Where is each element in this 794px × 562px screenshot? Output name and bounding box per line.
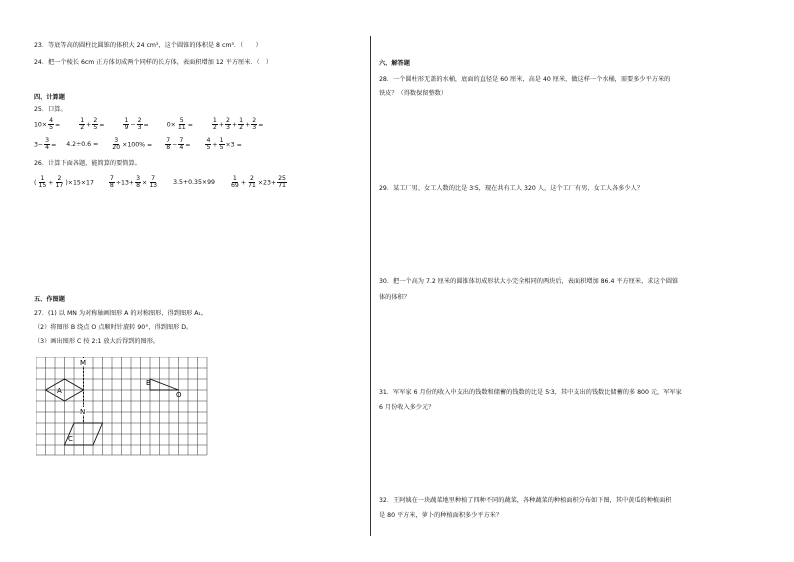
question-27-3: （3）画出图形 C 按 2:1 放大后得到的图形。: [34, 338, 160, 345]
oral-1-1: 10× $\frac{4}{5}$ =: [34, 117, 61, 132]
question-27-1: 27．(1) 以 MN 为对称轴画图形 A 的对称图形，得到图形 A₁。: [34, 310, 208, 317]
question-30-line-1: 30．把一个高为 7.2 厘米的圆锥体切成形状大小完全相同的两块后，表面积增加 86.4 平方厘米，求这个圆锥: [379, 278, 679, 285]
label-c: C: [68, 435, 73, 443]
column-divider: [370, 36, 371, 536]
question-26: 26．计算下面各题，能简算的要简算。: [34, 160, 141, 167]
oral-2-2: 4.2÷0.6 =: [66, 141, 99, 149]
shape-b: [150, 379, 179, 390]
label-b: B: [146, 379, 151, 387]
oral-1-2: $\frac{1}{2}$ + $\frac{2}{5}$ =: [80, 117, 105, 132]
calc-1: ( $\frac{1}{15}$ + $\frac{2}{17}$ )×15×17: [34, 175, 94, 190]
question-28-line-1: 28．一个圆柱形无盖的水桶，底面的直径是 60 厘米，高是 40 厘米，做这样一个水桶，需要多少平方米的: [379, 76, 671, 83]
calc-row: [34, 176, 288, 189]
oral-2-5: $\frac{4}{5}$ + $\frac{1}{5}$ ×3 =: [206, 137, 242, 152]
oral-row-2: [34, 138, 242, 151]
label-n: N: [80, 408, 86, 416]
oral-1-5: $\frac{1}{2}$ + $\frac{2}{3}$ + $\frac{1}{2}$ + $\frac{2}{3}$ =: [212, 117, 264, 132]
oral-1-4: 0× $\frac{5}{11}$ =: [166, 117, 193, 132]
question-28-line-2: 铁皮？（得数保留整数）: [379, 90, 448, 97]
label-o: O: [176, 391, 182, 399]
section-4-heading: 四、计算题: [34, 94, 65, 101]
question-30-line-2: 体的体积？: [379, 294, 410, 301]
oral-2-1: 3− $\frac{3}{4}$ =: [34, 137, 57, 152]
question-24: 24．把一个棱长 6cm 正方体切成两个同样的长方体，表面积增加 12 平方厘米．（ ）: [34, 59, 273, 66]
drawing-grid: [36, 357, 208, 456]
question-32-line-2: 是 80 平方米，萝卜的种植面积多少平方米？: [379, 512, 503, 519]
section-6-heading: 六、解答题: [379, 60, 410, 67]
oral-2-3: $\frac{3}{20}$ ×100% =: [112, 137, 153, 152]
question-31-line-2: 6 月份收入多少元？: [379, 404, 435, 411]
label-m: M: [80, 359, 87, 367]
calc-4: $\frac{1}{69}$ + $\frac{2}{71}$ ×23+ $\frac{25}{71}$: [230, 175, 286, 190]
calc-2: $\frac{7}{8}$ ÷13+ $\frac{3}{8}$ × $\frac{7}{13}$: [109, 175, 158, 190]
oral-row-1: [34, 118, 263, 131]
question-31-line-1: 31．军军家 6 月份的收入中支出的钱数和储蓄的钱数的比是 5∶3，其中支出的钱数比储蓄的多 800 元，军军家: [379, 389, 682, 396]
oral-1-3: $\frac{1}{9}$ − $\frac{2}{3}$ =: [124, 117, 149, 132]
grid-lines: [36, 357, 207, 455]
question-27-2: （2）将图形 B 绕点 O 点顺时针旋转 90°，得到图形 D。: [34, 324, 193, 331]
label-a: A: [57, 387, 62, 395]
question-25: 25．口算。: [34, 106, 67, 113]
calc-3: 3.5+0.35×99: [173, 179, 215, 187]
question-23: 23．等底等高的圆柱比圆锥的体积大 24 cm³，这个圆锥的体积是 8 cm³．（ ）: [34, 42, 262, 49]
oral-2-4: $\frac{7}{8}$ − $\frac{7}{4}$ =: [166, 137, 191, 152]
question-32-line-1: 32．王阿姨在一块蔬菜地里种植了四种不同的蔬菜，各种蔬菜的种植面积分布如下图，其中黄瓜的种植面积: [379, 497, 672, 504]
question-29: 29．某工厂男、女工人数的比是 3∶5，现在共有工人 320 人，这个工厂有男、女工人各多少人？: [379, 185, 644, 192]
section-5-heading: 五、作图题: [34, 296, 65, 303]
